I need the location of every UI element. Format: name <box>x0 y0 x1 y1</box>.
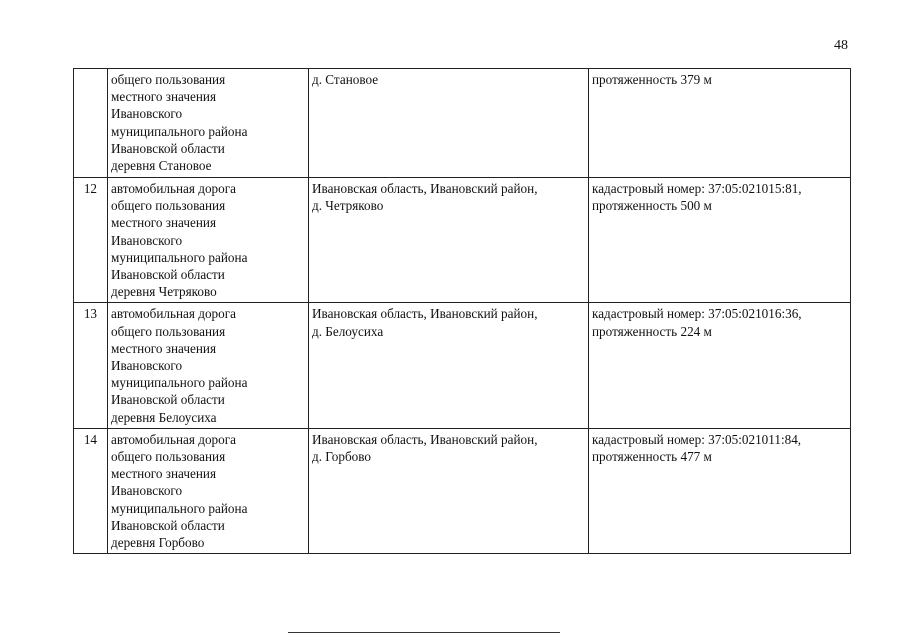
table-row <box>74 428 851 553</box>
road-details-cell: кадастровый номер: 37:05:021015:81, протяженность 500 м <box>589 178 851 303</box>
table-row <box>74 69 851 178</box>
road-details-cell: кадастровый номер: 37:05:021011:84, протяженность 477 м <box>589 428 851 553</box>
row-number-cell: 14 <box>74 428 108 553</box>
road-registry-table <box>73 68 851 554</box>
footer-separator-line <box>288 632 560 633</box>
road-name-cell: автомобильная дорога общего пользования местного значения Ивановского муниципального района Ивановской области деревня Белоусиха <box>108 303 309 428</box>
row-number-cell: 13 <box>74 303 108 428</box>
row-number-cell: 12 <box>74 178 108 303</box>
road-name-cell: автомобильная дорога общего пользования местного значения Ивановского муниципального района Ивановской области деревня Четряково <box>108 178 309 303</box>
road-address-cell: Ивановская область, Ивановский район, д. Белоусиха <box>309 303 589 428</box>
road-details-cell: кадастровый номер: 37:05:021016:36, протяженность 224 м <box>589 303 851 428</box>
road-details-cell: протяженность 379 м <box>589 69 851 178</box>
road-address-cell: д. Становое <box>309 69 589 178</box>
table-row <box>74 178 851 303</box>
road-name-cell: автомобильная дорога общего пользования местного значения Ивановского муниципального района Ивановской области деревня Горбово <box>108 428 309 553</box>
road-name-cell: общего пользования местного значения Ивановского муниципального района Ивановской области деревня Становое <box>108 69 309 178</box>
table-row <box>74 303 851 428</box>
page-number: 48 <box>834 38 848 53</box>
row-number-cell <box>74 69 108 178</box>
road-address-cell: Ивановская область, Ивановский район, д. Четряково <box>309 178 589 303</box>
road-address-cell: Ивановская область, Ивановский район, д. Горбово <box>309 428 589 553</box>
